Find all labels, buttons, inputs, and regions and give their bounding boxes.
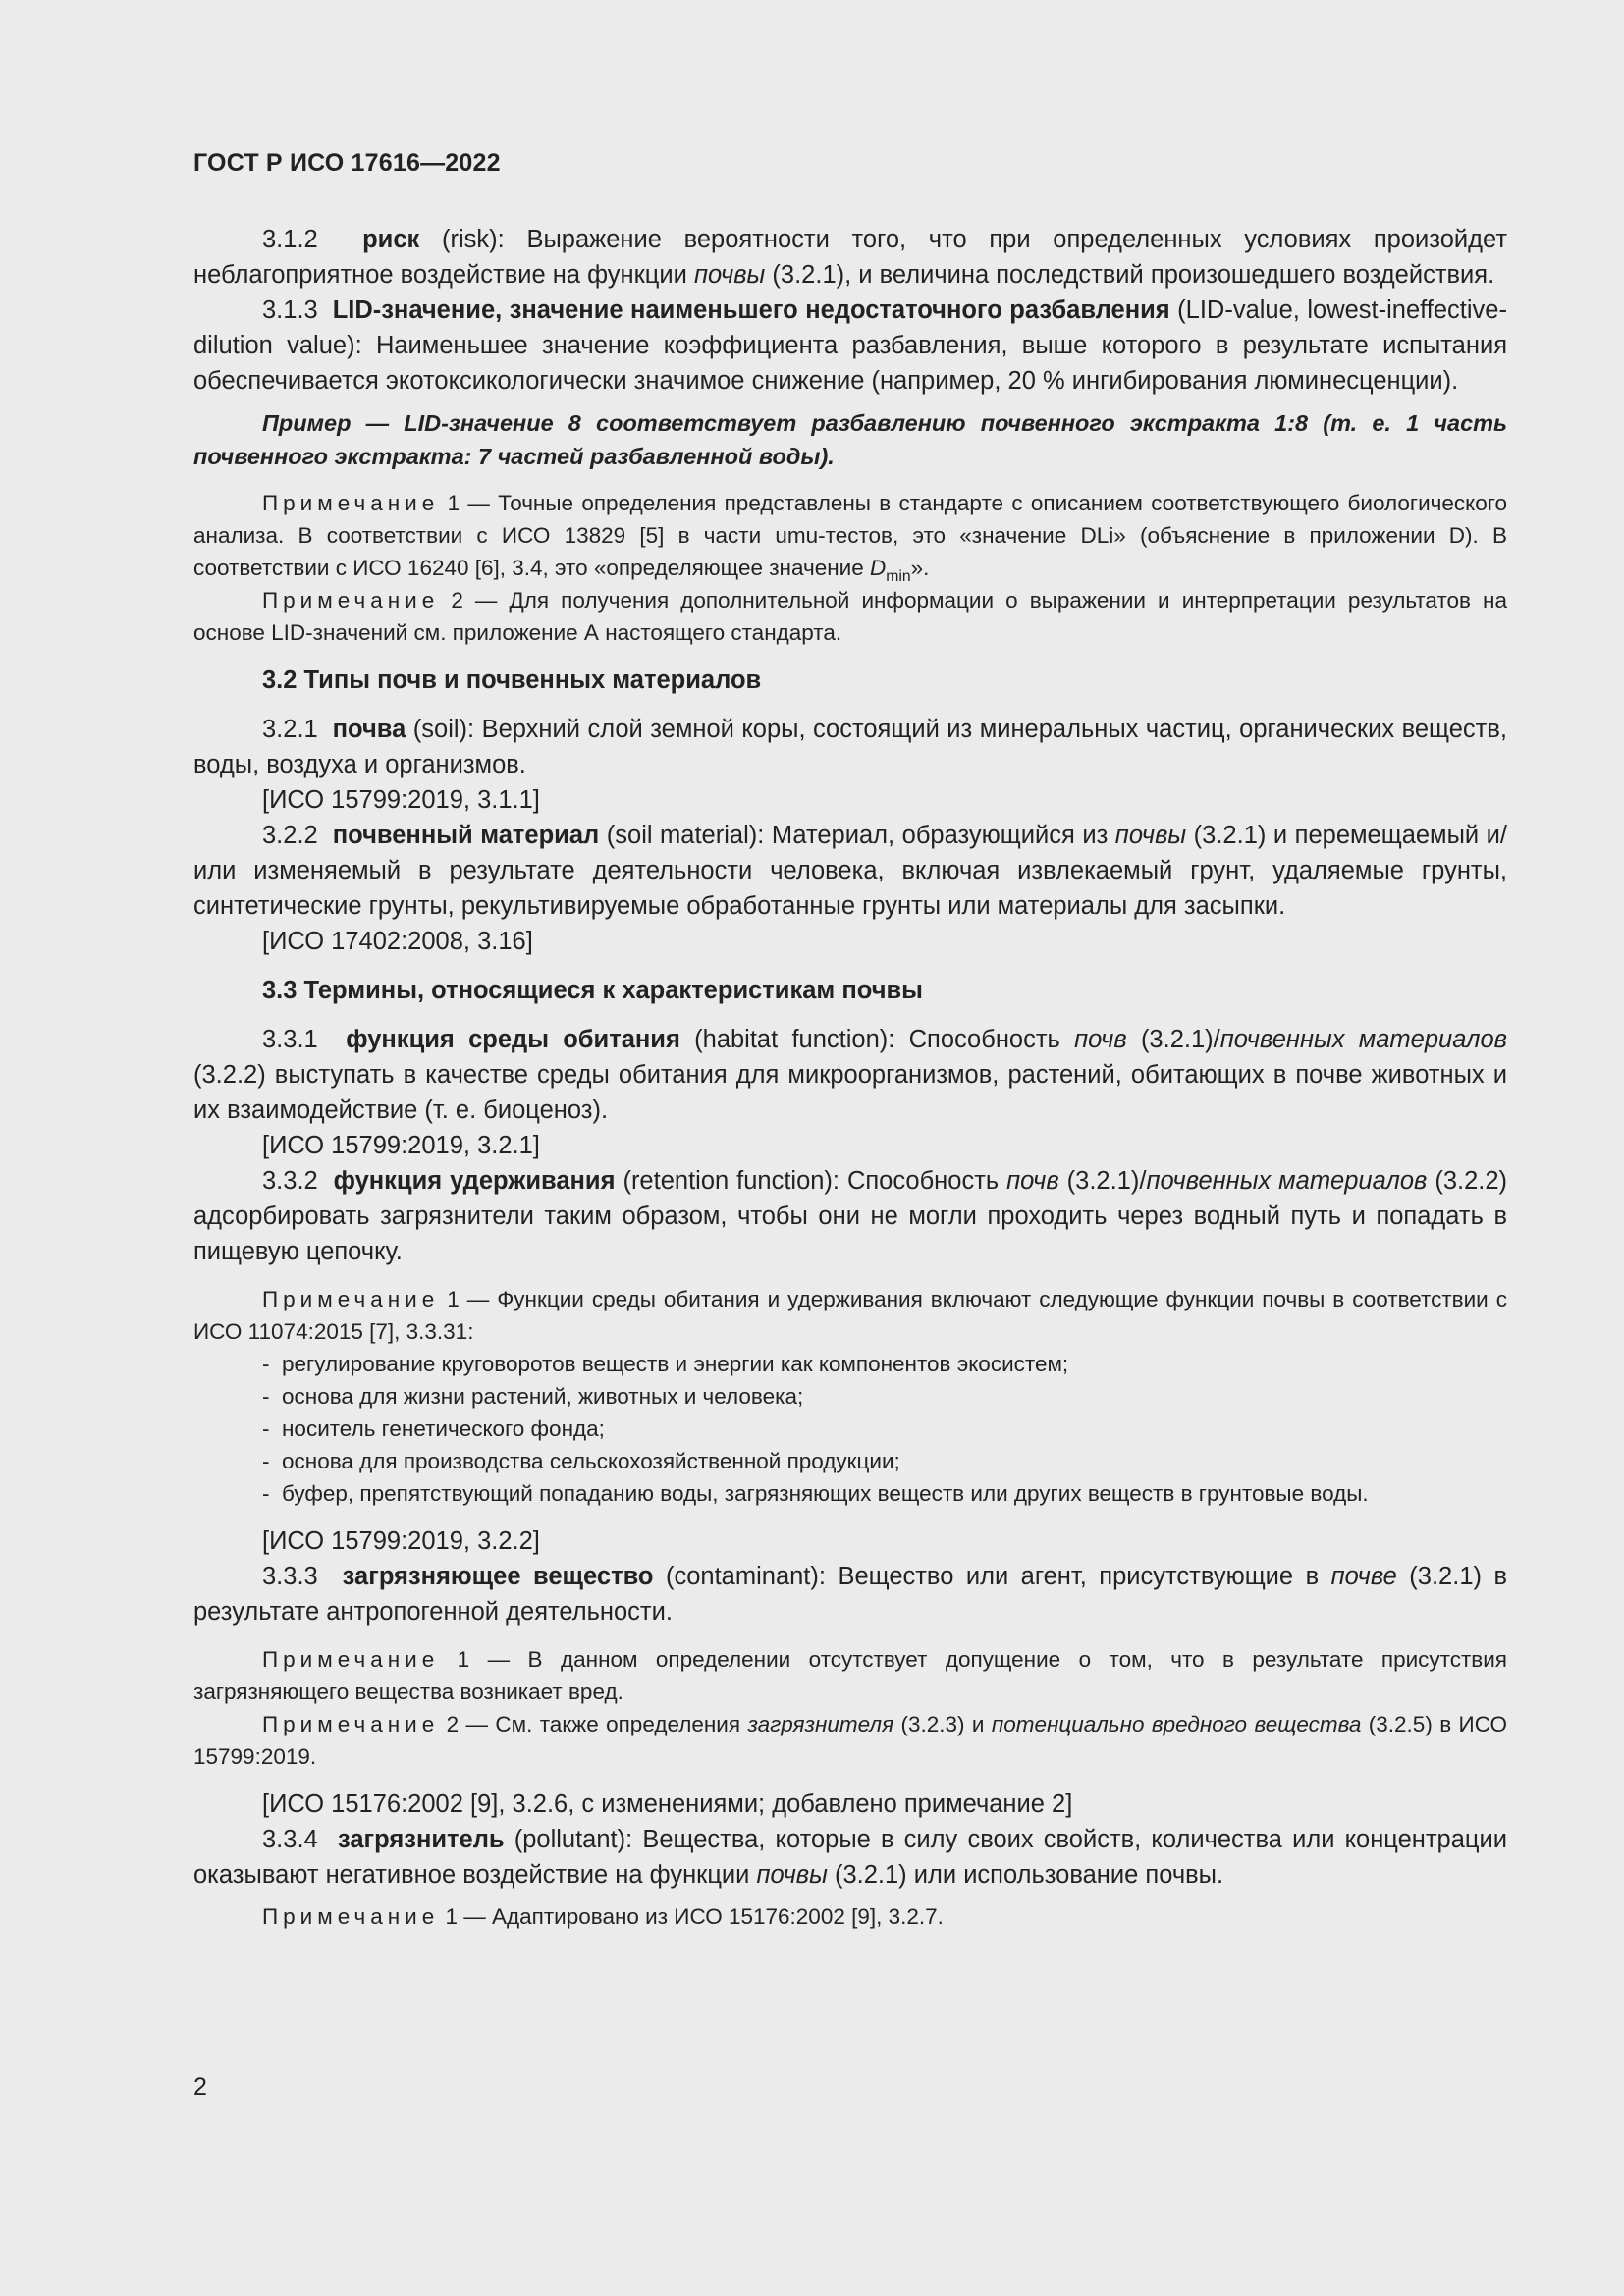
term-name: функция среды обитания (346, 1026, 680, 1053)
definition-text: (soil material): Материал, образующийся из (606, 822, 1109, 849)
note-contaminant-2 (193, 1708, 1507, 1773)
term-reference: почвы (1114, 822, 1187, 849)
note-lid-2 (193, 584, 1507, 649)
clause-number: 3.3.1 (262, 1026, 318, 1053)
term-reference: почвенных материалов (1146, 1167, 1428, 1195)
definition-text: (3.2.2) адсорбировать загрязнители таким образом, чтобы они не могли проходить через водный путь и попадать в пищевую цепочку. (193, 1167, 1508, 1265)
clause-number: 3.1.3 (262, 296, 318, 324)
list-item: - основа для жизни растений, животных и человека; (262, 1380, 1507, 1413)
definition-text: (contaminant): Вещество или агент, присутствующие в (665, 1563, 1320, 1590)
note-functions-1 (193, 1283, 1507, 1348)
note-text: 1 — Функции среды обитания и удерживания включают следующие функции почвы в соответствии с ИСО 11074:2015 [7], 3.3.31: (193, 1287, 1507, 1344)
clause-number: 3.1.2 (262, 226, 318, 253)
term-reference: почв (1074, 1026, 1127, 1053)
term-reference: почвенных материалов (1219, 1026, 1507, 1053)
term-name: загрязняющее вещество (342, 1563, 654, 1590)
clause-number: 3.3.4 (262, 1826, 318, 1853)
note-contaminant-1 (193, 1643, 1507, 1708)
note-text: 2 — См. также определения (446, 1712, 741, 1736)
note-label: Примечание (262, 491, 440, 515)
section-heading-3-3: 3.3 Термины, относящиеся к характеристикам почвы (262, 977, 923, 1004)
term-name: почвенный материал (332, 822, 600, 849)
source-reference: [ИСО 15799:2019, 3.1.1] (262, 786, 540, 814)
source-reference: [ИСО 15799:2019, 3.2.1] (262, 1132, 540, 1159)
term-reference: загрязнителя (747, 1712, 894, 1736)
definition-text: (3.2.1) и перемещаемый и/или изменяемый в результате деятельности человека, включая извлекаемый грунт, удаляемые грунты, синтетические грунты, рекультивируемые обработанные грунты или материалы для засыпки. (193, 822, 1508, 920)
list-item: - буфер, препятствующий попаданию воды, загрязняющих веществ или других веществ в грунтовые воды. (262, 1477, 1507, 1510)
note-text: ». (910, 556, 930, 580)
source-reference: [ИСО 15176:2002 [9], 3.2.6, с изменениями; добавлено примечание 2] (262, 1790, 1073, 1818)
functions-list (193, 1348, 1507, 1510)
page-number: 2 (193, 2073, 207, 2101)
source-reference: [ИСО 15799:2019, 3.2.2] (262, 1527, 540, 1555)
definition-text: (pollutant): Вещества, которые в силу своих свойств, количества или концентрации оказывают негативное воздействие на функции (193, 1826, 1508, 1889)
symbol: D (870, 556, 887, 580)
clause-number: 3.2.2 (262, 822, 318, 849)
definition-text: (soil): Верхний слой земной коры, состоящий из минеральных частиц, органических веществ, воды, воздуха и организмов. (193, 716, 1507, 778)
definition-text: (3.2.1), и величина последствий произошедшего воздействия. (772, 261, 1495, 289)
term-3-3-1 (193, 1022, 1507, 1128)
term-name: почва (332, 716, 406, 743)
symbol-subscript: min (886, 568, 911, 585)
term-name: функция удерживания (333, 1167, 616, 1195)
term-reference: почве (1330, 1563, 1397, 1590)
note-label: Примечание (262, 1712, 440, 1736)
term-3-1-3 (193, 293, 1507, 399)
note-label: Примечание (262, 1647, 440, 1672)
term-reference: почвы (693, 261, 766, 289)
source-reference: [ИСО 17402:2008, 3.16] (262, 928, 533, 955)
term-name: риск (362, 226, 420, 253)
example-note: Пример — LID-значение 8 соответствует разбавлению почвенного экстракта 1:8 (т. е. 1 часть почвенного экстракта: 7 частей разбавленной воды). (193, 410, 1507, 469)
clause-number: 3.3.3 (262, 1563, 318, 1590)
note-text: 2 — Для получения дополнительной информации о выражении и интерпретации результатов на основе LID-значений см. приложение А настоящего стандарта. (193, 588, 1507, 645)
definition-text: (3.2.2) выступать в качестве среды обитания для микроорганизмов, растений, обитающих в почве животных и их взаимодействие (т. е. биоценоз). (193, 1061, 1507, 1124)
list-item: - основа для производства сельскохозяйственной продукции; (262, 1445, 1507, 1477)
term-reference: потенциально вредного вещества (991, 1712, 1362, 1736)
term-name: загрязнитель (338, 1826, 505, 1853)
clause-number: 3.2.1 (262, 716, 318, 743)
clause-number: 3.3.2 (262, 1167, 318, 1195)
note-label: Примечание (262, 588, 440, 613)
term-3-2-1 (193, 712, 1507, 782)
definition-text: (3.2.1) или использование почвы. (834, 1861, 1224, 1889)
term-3-3-3 (193, 1559, 1507, 1629)
note-text: 1 — В данном определении отсутствует допущение о том, что в результате присутствия загрязняющего вещества возникает вред. (193, 1647, 1507, 1704)
note-text: (3.2.3) и (900, 1712, 985, 1736)
section-heading-3-2: 3.2 Типы почв и почвенных материалов (262, 667, 762, 694)
note-text: (3.2.5) в ИСО 15799:2019. (193, 1712, 1507, 1769)
note-pollutant-1 (193, 1900, 1507, 1933)
term-3-2-2 (193, 818, 1507, 924)
note-text: 1 — Точные определения представлены в стандарте с описанием соответствующего биологического анализа. В соответствии с ИСО 13829 [5] в части umu-тестов, это «значение DLi» (объяснение в приложении D). В соответствии с ИСО 16240 [6], 3.4, это «определяющее значение (193, 491, 1507, 580)
definition-text: (3.2.1) в результате антропогенной деятельности. (193, 1563, 1508, 1626)
document-header: ГОСТ Р ИСО 17616—2022 (193, 149, 501, 177)
term-reference: почвы (756, 1861, 828, 1889)
term-3-3-2 (193, 1163, 1507, 1269)
document-body (193, 222, 1507, 1933)
list-item: - регулирование круговоротов веществ и энергии как компонентов экосистем; (262, 1348, 1507, 1380)
list-item: - носитель генетического фонда; (262, 1413, 1507, 1445)
note-lid-1 (193, 487, 1507, 584)
note-text: 1 — Адаптировано из ИСО 15176:2002 [9], 3.2.7. (445, 1904, 944, 1929)
definition-text: (habitat function): Способность (694, 1026, 1060, 1053)
term-name: LID-значение, значение наименьшего недостаточного разбавления (332, 296, 1170, 324)
definition-text: (3.2.1)/ (1140, 1026, 1220, 1053)
definition-text: (3.2.1)/ (1066, 1167, 1147, 1195)
term-3-1-2 (193, 222, 1507, 293)
note-label: Примечание (262, 1287, 440, 1311)
note-label: Примечание (262, 1904, 440, 1929)
definition-text: Выражение вероятности того, что при определенных условиях произойдет неблагоприятное воздействие на функции (193, 226, 1508, 289)
definition-text: (LID-value, lowest-ineffective-dilution value): Наименьшее значение коэффициента разбавления, выше которого в результате испытания обеспечивается экотоксикологически значимое снижение (например, 20 % ингибирования люминесценции). (193, 296, 1507, 395)
term-3-3-4 (193, 1822, 1507, 1893)
term-reference: почв (1006, 1167, 1059, 1195)
definition-text: (retention function): Способность (623, 1167, 1000, 1195)
term-english: (risk): (442, 226, 505, 253)
